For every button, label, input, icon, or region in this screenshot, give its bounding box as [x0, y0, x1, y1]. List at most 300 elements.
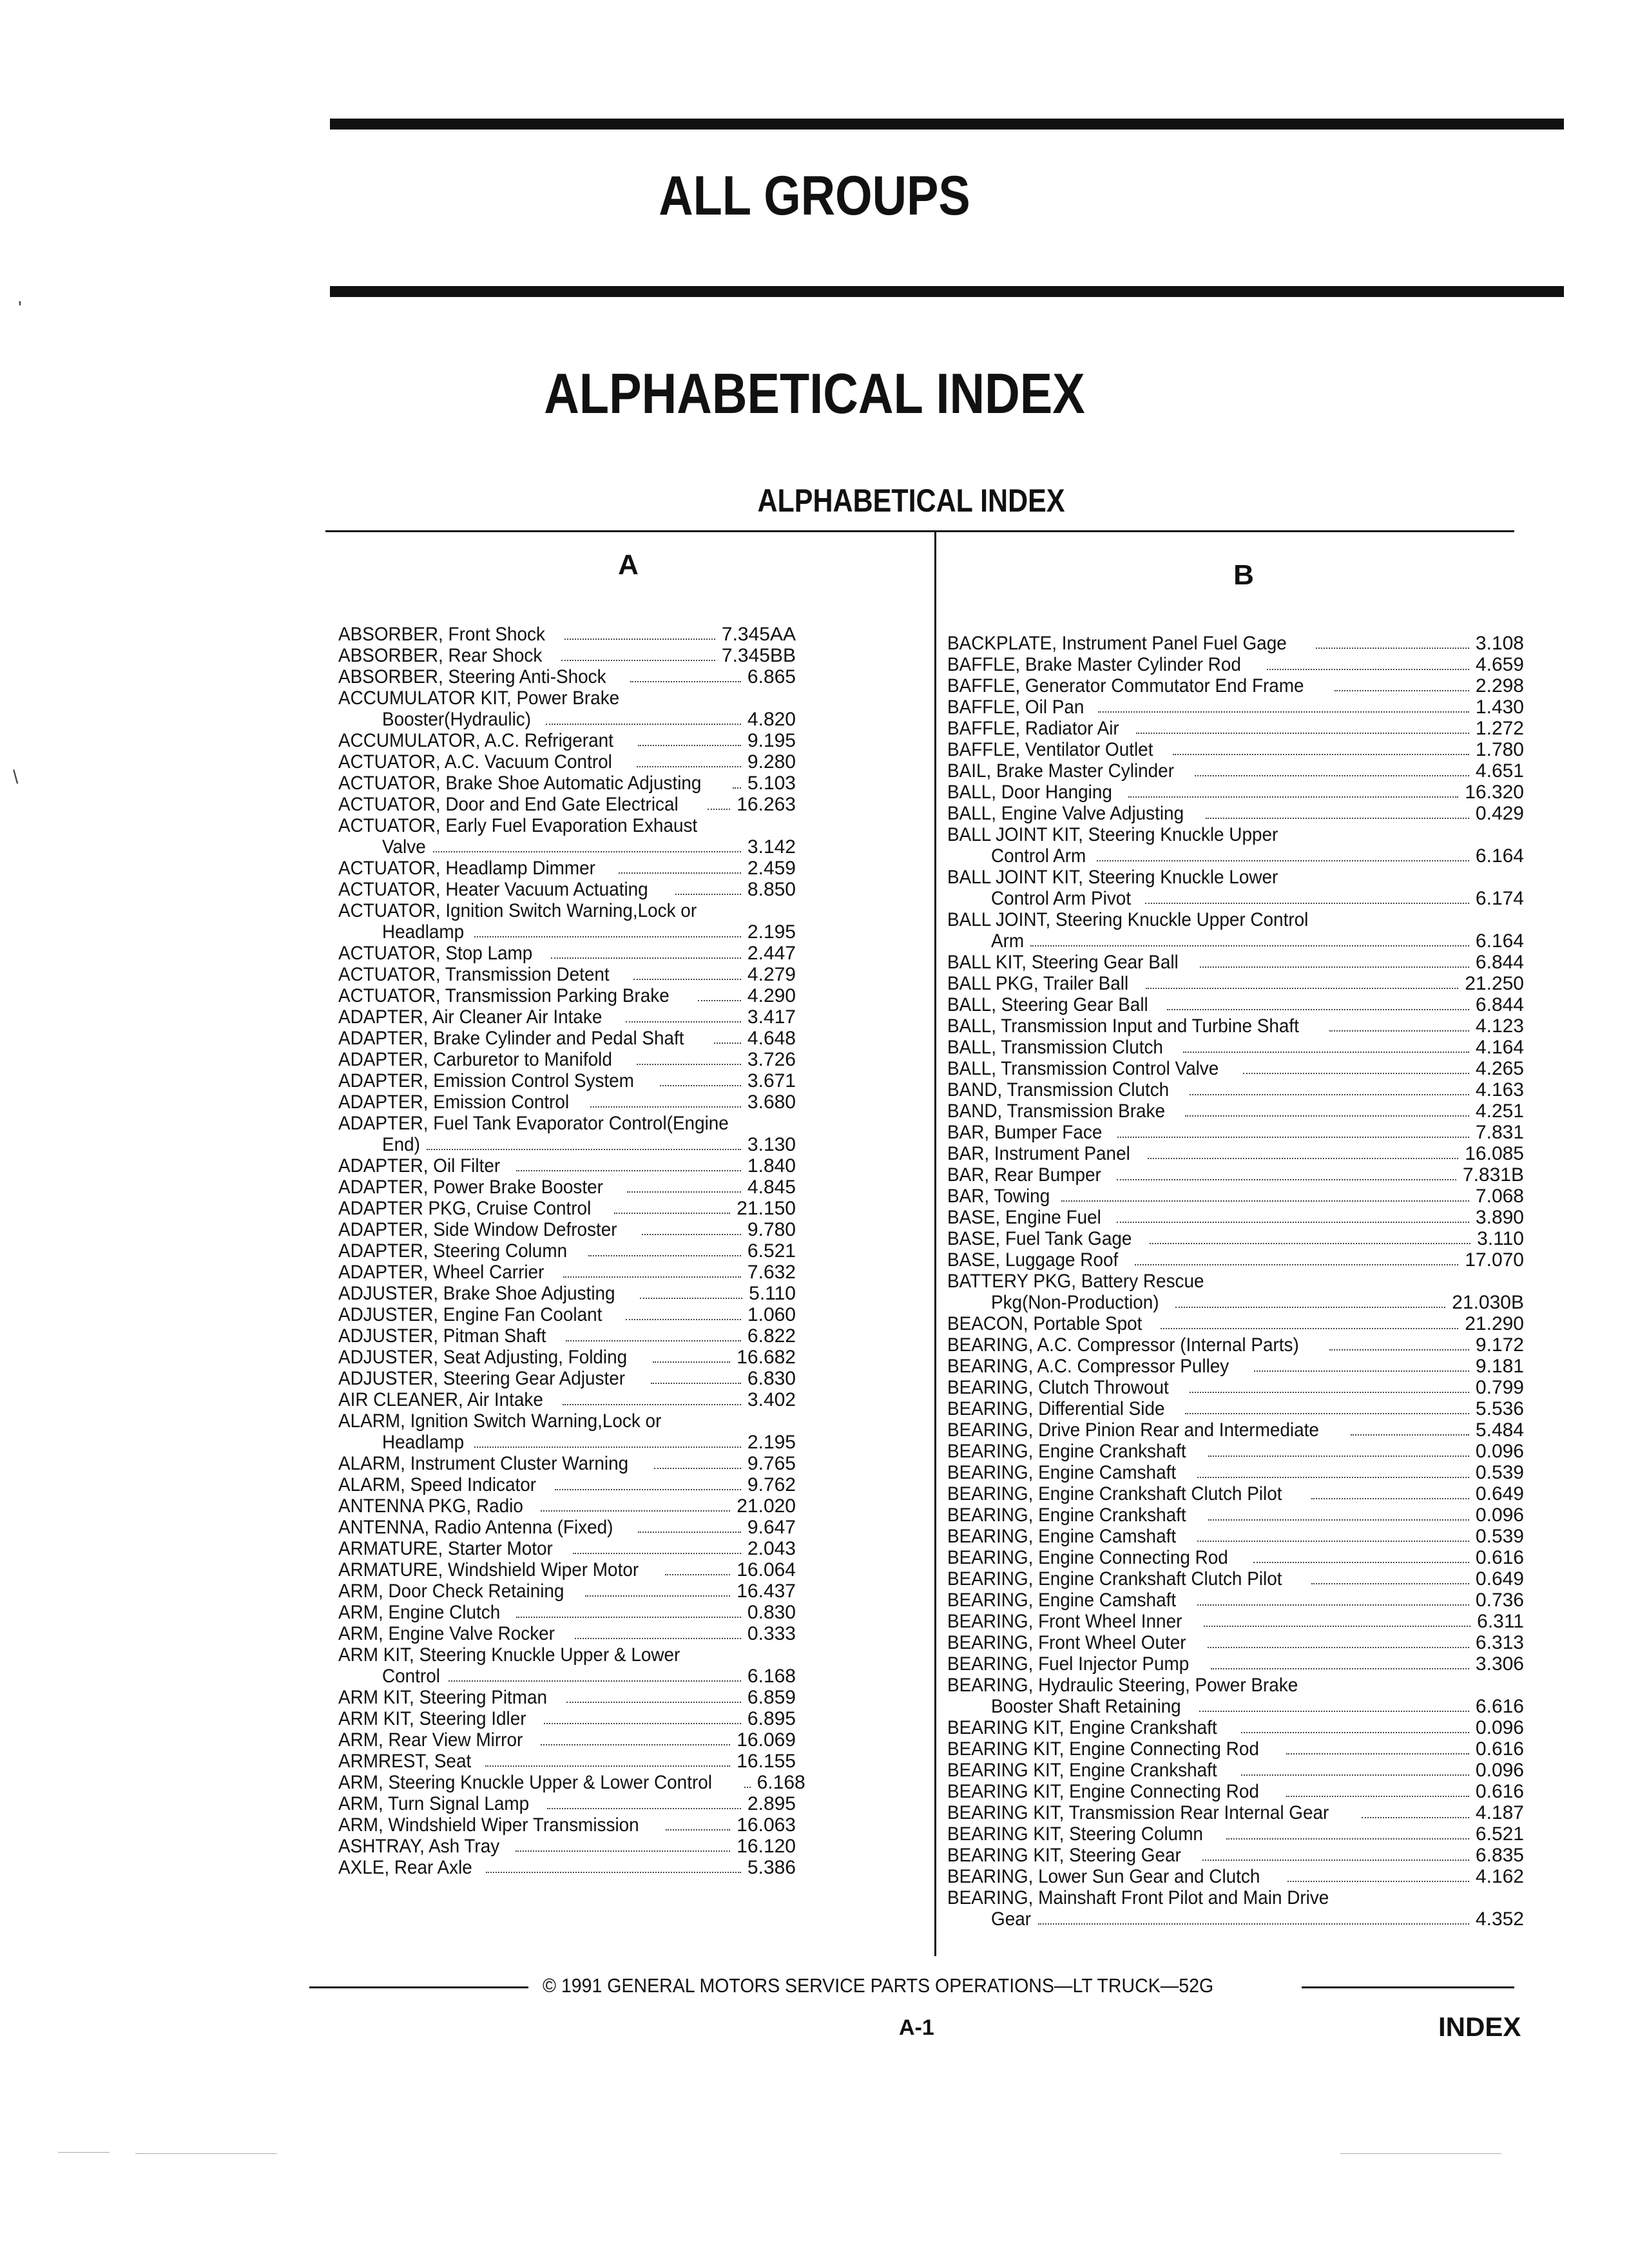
index-entry	[338, 1113, 796, 1155]
entry-page: 0.830	[747, 1602, 796, 1623]
dot-leader	[1098, 711, 1469, 713]
entry-page: 4.251	[1475, 1100, 1524, 1122]
entry-name: ARM, Turn Signal Lamp	[338, 1793, 530, 1814]
index-entry	[947, 1823, 1524, 1845]
dot-leader	[1211, 1668, 1469, 1669]
index-entry	[338, 1177, 796, 1198]
entry-page: 1.430	[1475, 697, 1524, 718]
entry-name: ACTUATOR, Brake Shoe Automatic Adjusting	[338, 773, 702, 794]
entry-page: 7.345AA	[721, 624, 796, 645]
entry-page: 6.168	[747, 1666, 796, 1687]
index-entry	[947, 1334, 1524, 1356]
dot-leader	[1254, 1370, 1469, 1372]
entry-name: BALL JOINT KIT, Steering Knuckle Upper	[947, 824, 1278, 845]
entry-page: 3.417	[747, 1006, 796, 1028]
index-entry	[947, 675, 1524, 697]
entry-page: 4.123	[1475, 1015, 1524, 1037]
dot-leader	[1128, 796, 1458, 798]
dot-leader	[1173, 754, 1469, 755]
entry-page: 2.298	[1475, 675, 1524, 697]
entry-name: ACTUATOR, A.C. Vacuum Control	[338, 751, 612, 773]
dot-leader	[516, 1850, 730, 1852]
dot-leader	[1148, 1158, 1458, 1159]
dot-leader	[1202, 1860, 1469, 1861]
entry-name: ANTENNA, Radio Antenna (Fixed)	[338, 1517, 613, 1538]
entry-name: ANTENNA PKG, Radio	[338, 1495, 523, 1517]
dot-leader	[1208, 1456, 1469, 1457]
dot-leader	[546, 724, 741, 725]
index-entry	[338, 645, 796, 666]
margin-mark: '	[18, 298, 22, 319]
index-entry	[338, 1070, 796, 1091]
index-entry	[338, 879, 796, 900]
entry-page: 0.616	[1475, 1738, 1524, 1760]
entry-name-continuation: Headlamp	[382, 1432, 465, 1453]
entry-name: ADAPTER, Emission Control System	[338, 1070, 634, 1091]
entry-name: ARM KIT, Steering Knuckle Upper & Lower	[338, 1644, 680, 1666]
entry-page: 0.429	[1475, 803, 1524, 824]
index-entry	[947, 1568, 1524, 1590]
index-entry	[338, 773, 796, 794]
index-entry	[947, 1100, 1524, 1122]
index-entry	[338, 1644, 796, 1687]
index-entry	[947, 739, 1524, 760]
entry-name: ARM, Engine Valve Rocker	[338, 1623, 555, 1644]
entry-page: 6.174	[1475, 888, 1524, 909]
index-title: ALPHABETICAL INDEX	[544, 361, 1085, 425]
dot-leader	[1117, 1222, 1469, 1223]
entry-page: 3.726	[747, 1049, 796, 1070]
index-entry	[338, 1091, 796, 1113]
entry-name: BACKPLATE, Instrument Panel Fuel Gage	[947, 633, 1287, 654]
index-entry	[338, 900, 796, 943]
index-entry	[947, 1504, 1524, 1526]
entry-name: ACCUMULATOR KIT, Power Brake	[338, 687, 620, 709]
dot-leader	[614, 1213, 730, 1214]
title-rule	[330, 286, 1564, 297]
entry-page: 0.096	[1475, 1441, 1524, 1462]
entry-page: 9.172	[1475, 1334, 1524, 1356]
dot-leader	[575, 1638, 741, 1639]
dot-leader	[619, 872, 741, 874]
entry-page: 4.651	[1475, 760, 1524, 782]
entry-page: 4.659	[1475, 654, 1524, 675]
dot-leader	[1161, 1328, 1458, 1329]
entry-name: ADAPTER, Fuel Tank Evaporator Control(Engine	[338, 1113, 729, 1134]
entry-page: 4.163	[1475, 1079, 1524, 1100]
dot-leader	[561, 660, 715, 661]
entry-page: 3.108	[1475, 633, 1524, 654]
entry-page: 21.030B	[1452, 1292, 1524, 1313]
dot-leader	[1362, 1817, 1469, 1818]
entry-page: 16.069	[737, 1729, 796, 1751]
index-entry	[947, 1058, 1524, 1079]
entry-name: ADAPTER, Oil Filter	[338, 1155, 501, 1177]
entry-name-continuation: Control Arm	[991, 845, 1086, 867]
dot-leader	[698, 1000, 741, 1001]
index-entry	[947, 1122, 1524, 1143]
index-entry	[947, 952, 1524, 973]
entry-page: 8.850	[747, 879, 796, 900]
dot-leader	[1030, 945, 1469, 947]
entry-name: BEARING KIT, Steering Column	[947, 1823, 1203, 1845]
dot-leader	[544, 1723, 740, 1724]
entry-name: BEARING, Engine Camshaft	[947, 1590, 1177, 1611]
index-entry	[947, 1037, 1524, 1058]
entry-page: 6.168	[757, 1772, 805, 1793]
dot-leader	[485, 1765, 731, 1767]
dot-leader	[1329, 1349, 1469, 1350]
index-entry	[947, 1207, 1524, 1228]
entry-page: 21.150	[737, 1198, 796, 1219]
entry-page: 5.484	[1475, 1419, 1524, 1441]
entry-name: ADAPTER, Brake Cylinder and Pedal Shaft	[338, 1028, 684, 1049]
entry-name: ARM KIT, Steering Idler	[338, 1708, 526, 1729]
entry-page: 3.306	[1475, 1653, 1524, 1675]
index-entry	[338, 1857, 796, 1878]
dot-leader	[630, 681, 741, 682]
index-entry	[947, 1781, 1524, 1802]
index-entry	[947, 1271, 1524, 1313]
entry-name: ALARM, Ignition Switch Warning,Lock or	[338, 1410, 662, 1432]
entry-page: 4.352	[1475, 1908, 1524, 1930]
entry-name-continuation: Arm	[991, 930, 1025, 952]
entry-page: 21.290	[1465, 1313, 1524, 1334]
section-label: INDEX	[1438, 2012, 1521, 2042]
dot-leader	[474, 1446, 741, 1448]
entry-page: 2.195	[747, 921, 796, 943]
entry-name-continuation: Valve	[382, 836, 426, 858]
footer-rule-right	[1302, 1986, 1514, 1988]
index-entry	[338, 815, 796, 858]
dot-leader	[555, 1489, 741, 1490]
entry-page: 5.103	[747, 773, 796, 794]
dot-leader	[1150, 1243, 1470, 1244]
entry-name: ACCUMULATOR, A.C. Refrigerant	[338, 730, 613, 751]
entry-page: 17.070	[1465, 1249, 1524, 1271]
entry-page: 16.120	[737, 1836, 796, 1857]
scan-smudge	[135, 2153, 277, 2154]
entry-name: BAFFLE, Ventilator Outlet	[947, 739, 1153, 760]
entry-name: ACTUATOR, Stop Lamp	[338, 943, 533, 964]
index-entry	[947, 1356, 1524, 1377]
dot-leader	[1190, 1392, 1469, 1393]
entry-name: ADAPTER, Steering Column	[338, 1240, 568, 1262]
entry-name: ARM KIT, Steering Pitman	[338, 1687, 548, 1708]
dot-leader	[1117, 1137, 1469, 1138]
dot-leader	[1253, 1562, 1469, 1563]
index-entry	[947, 1632, 1524, 1653]
dot-leader	[1287, 1881, 1469, 1882]
dot-leader	[1146, 988, 1458, 989]
index-entry	[338, 1049, 796, 1070]
entry-name: BAR, Towing	[947, 1186, 1050, 1207]
entry-page: 9.181	[1475, 1356, 1524, 1377]
dot-leader	[427, 1149, 741, 1150]
entry-name: ARM, Windshield Wiper Transmission	[338, 1814, 639, 1836]
index-entry	[338, 730, 796, 751]
entry-name: BALL KIT, Steering Gear Ball	[947, 952, 1179, 973]
entry-page: 9.780	[747, 1219, 796, 1240]
index-entry	[338, 1262, 796, 1283]
entry-page: 6.844	[1475, 952, 1524, 973]
index-entry	[947, 1653, 1524, 1675]
footer-rule-left	[309, 1986, 528, 1988]
entry-name: BEARING, Drive Pinion Rear and Intermediate	[947, 1419, 1319, 1441]
index-entry	[947, 654, 1524, 675]
index-entry	[338, 1517, 796, 1538]
entry-name: BEARING, Engine Crankshaft Clutch Pilot	[947, 1483, 1282, 1504]
index-entry	[947, 1802, 1524, 1823]
dot-leader	[516, 1170, 741, 1171]
margin-mark: \	[13, 767, 19, 788]
entry-page: 4.162	[1475, 1866, 1524, 1887]
entry-page: 0.616	[1475, 1781, 1524, 1802]
entry-page: 9.762	[747, 1474, 796, 1495]
entry-name: ACTUATOR, Headlamp Dimmer	[338, 858, 595, 879]
dot-leader	[744, 1787, 751, 1788]
index-column-b	[947, 633, 1524, 1930]
dot-leader	[1117, 1179, 1456, 1180]
dot-leader	[474, 936, 741, 937]
entry-name: ALARM, Speed Indicator	[338, 1474, 537, 1495]
dot-leader	[714, 1043, 741, 1044]
entry-name-continuation: Gear	[991, 1908, 1032, 1930]
entry-name: BEACON, Portable Spot	[947, 1313, 1142, 1334]
entry-name: BAFFLE, Generator Commutator End Frame	[947, 675, 1304, 697]
dot-leader	[486, 1872, 740, 1873]
entry-name-continuation: End)	[382, 1134, 420, 1155]
scan-smudge	[58, 2152, 110, 2153]
entry-page: 7.068	[1475, 1186, 1524, 1207]
entry-name: BALL, Transmission Input and Turbine Shaft	[947, 1015, 1299, 1037]
entry-name: BALL, Door Hanging	[947, 782, 1112, 803]
dot-leader	[633, 979, 741, 980]
entry-name: BALL, Steering Gear Ball	[947, 994, 1148, 1015]
entry-name: BAR, Instrument Panel	[947, 1143, 1130, 1164]
entry-name: ADAPTER, Power Brake Booster	[338, 1177, 603, 1198]
entry-page: 4.820	[747, 709, 796, 730]
entry-page: 6.859	[747, 1687, 796, 1708]
index-entry	[947, 867, 1524, 909]
index-entry	[947, 782, 1524, 803]
entry-page: 0.736	[1475, 1590, 1524, 1611]
index-entry	[947, 1483, 1524, 1504]
entry-page: 0.649	[1475, 1483, 1524, 1504]
index-entry	[338, 794, 796, 815]
dot-leader	[1097, 860, 1469, 861]
entry-page: 6.616	[1475, 1696, 1524, 1717]
entry-name: ACTUATOR, Transmission Parking Brake	[338, 985, 670, 1006]
entry-page: 9.280	[747, 751, 796, 773]
dot-leader	[1175, 1307, 1445, 1308]
dot-leader	[564, 639, 715, 640]
dot-leader	[1167, 1009, 1469, 1010]
index-entry	[947, 1419, 1524, 1441]
entry-name: BEARING, Engine Crankshaft Clutch Pilot	[947, 1568, 1282, 1590]
dot-leader	[566, 1340, 741, 1341]
index-column-a	[338, 624, 805, 1878]
entry-name: BEARING, Front Wheel Outer	[947, 1632, 1186, 1653]
dot-leader	[1185, 1115, 1469, 1117]
entry-name: ACTUATOR, Transmission Detent	[338, 964, 610, 985]
index-entry	[947, 803, 1524, 824]
dot-leader	[665, 1574, 730, 1575]
entry-name: BEARING, Fuel Injector Pump	[947, 1653, 1190, 1675]
entry-page: 21.250	[1465, 973, 1524, 994]
entry-name: ADJUSTER, Brake Shoe Adjusting	[338, 1283, 615, 1304]
dot-leader	[1190, 1094, 1469, 1095]
entry-name: BASE, Fuel Tank Gage	[947, 1228, 1132, 1249]
index-entry	[947, 718, 1524, 739]
index-entry	[338, 943, 796, 964]
entry-page: 3.142	[747, 836, 796, 858]
entry-page: 2.447	[747, 943, 796, 964]
entry-page: 16.155	[737, 1751, 796, 1772]
entry-page: 16.085	[1465, 1143, 1524, 1164]
entry-name: AIR CLEANER, Air Intake	[338, 1389, 543, 1410]
entry-name-continuation: Pkg(Non-Production)	[991, 1292, 1159, 1313]
entry-name: ADAPTER, Air Cleaner Air Intake	[338, 1006, 602, 1028]
entry-name: BEARING KIT, Engine Crankshaft	[947, 1717, 1217, 1738]
entry-page: 4.265	[1475, 1058, 1524, 1079]
dot-leader	[541, 1510, 730, 1512]
section-rule	[325, 530, 1514, 532]
index-entry	[338, 1814, 796, 1836]
entry-name: ARM, Door Check Retaining	[338, 1581, 564, 1602]
index-entry	[947, 1760, 1524, 1781]
index-entry	[338, 858, 796, 879]
entry-name: BEARING KIT, Engine Connecting Rod	[947, 1781, 1259, 1802]
index-entry	[338, 1538, 796, 1559]
entry-page: 1.840	[747, 1155, 796, 1177]
index-entry	[338, 1219, 796, 1240]
index-entry	[947, 973, 1524, 994]
index-entry	[947, 1866, 1524, 1887]
entry-page: 6.822	[747, 1325, 796, 1347]
entry-name-continuation: Booster Shaft Retaining	[991, 1696, 1181, 1717]
entry-name: ADJUSTER, Pitman Shaft	[338, 1325, 546, 1347]
entry-page: 0.649	[1475, 1568, 1524, 1590]
index-entry	[338, 751, 796, 773]
entry-name: ABSORBER, Front Shock	[338, 624, 545, 645]
entry-page: 6.521	[747, 1240, 796, 1262]
entry-page: 4.290	[747, 985, 796, 1006]
index-entry	[947, 1441, 1524, 1462]
index-entry	[947, 1547, 1524, 1568]
dot-leader	[638, 1532, 741, 1533]
dot-leader	[1197, 1541, 1469, 1542]
entry-name: ABSORBER, Steering Anti-Shock	[338, 666, 606, 687]
entry-name-continuation: Control Arm Pivot	[991, 888, 1132, 909]
entry-name: ACTUATOR, Heater Vacuum Actuating	[338, 879, 648, 900]
dot-leader	[551, 957, 741, 959]
index-entry	[338, 1751, 796, 1772]
column-letter-a: A	[618, 549, 639, 581]
entry-name: ASHTRAY, Ash Tray	[338, 1836, 500, 1857]
entry-name: ACTUATOR, Door and End Gate Electrical	[338, 794, 679, 815]
entry-name: ADJUSTER, Engine Fan Coolant	[338, 1304, 602, 1325]
entry-name: ARM, Engine Clutch	[338, 1602, 501, 1623]
entry-page: 3.402	[747, 1389, 796, 1410]
index-entry	[947, 1462, 1524, 1483]
entry-name: AXLE, Rear Axle	[338, 1857, 472, 1878]
entry-name: BAR, Rear Bumper	[947, 1164, 1101, 1186]
dot-leader	[626, 1319, 741, 1320]
dot-leader	[1136, 733, 1469, 734]
dot-leader	[1351, 1434, 1469, 1436]
dot-leader	[1199, 1711, 1469, 1712]
entry-page: 5.386	[747, 1857, 796, 1878]
entry-page: 9.647	[747, 1517, 796, 1538]
entry-name: ARMATURE, Starter Motor	[338, 1538, 553, 1559]
entry-name: ADAPTER PKG, Cruise Control	[338, 1198, 592, 1219]
index-entry	[338, 1389, 796, 1410]
entry-page: 6.521	[1475, 1823, 1524, 1845]
index-entry	[947, 1887, 1524, 1930]
entry-name: BASE, Engine Fuel	[947, 1207, 1101, 1228]
dot-leader	[1038, 1923, 1469, 1925]
entry-page: 21.020	[737, 1495, 796, 1517]
dot-leader	[1311, 1583, 1469, 1584]
entry-name: ABSORBER, Rear Shock	[338, 645, 543, 666]
entry-page: 2.043	[747, 1538, 796, 1559]
entry-page: 6.164	[1475, 845, 1524, 867]
entry-name: BEARING, Engine Crankshaft	[947, 1504, 1186, 1526]
entry-name: BEARING KIT, Engine Connecting Rod	[947, 1738, 1259, 1760]
entry-name: ARMREST, Seat	[338, 1751, 472, 1772]
dot-leader	[433, 851, 741, 852]
index-entry	[338, 1198, 796, 1219]
dot-leader	[1226, 1838, 1469, 1840]
index-entry	[338, 1453, 796, 1474]
index-entry	[947, 1164, 1524, 1186]
entry-name: BATTERY PKG, Battery Rescue	[947, 1271, 1204, 1292]
entry-page: 2.895	[747, 1793, 796, 1814]
dot-leader	[1329, 1030, 1469, 1032]
entry-name: BEARING KIT, Steering Gear	[947, 1845, 1181, 1866]
index-entry	[338, 624, 796, 645]
entry-name: ALARM, Instrument Cluster Warning	[338, 1453, 629, 1474]
entry-page: 4.187	[1475, 1802, 1524, 1823]
entry-page: 6.164	[1475, 930, 1524, 952]
dot-leader	[1185, 1413, 1469, 1414]
entry-name: BEARING KIT, Transmission Rear Internal Gear	[947, 1802, 1329, 1823]
index-entry	[338, 1155, 796, 1177]
entry-name: BEARING, Mainshaft Front Pilot and Main Drive	[947, 1887, 1329, 1908]
entry-page: 6.830	[747, 1368, 796, 1389]
entry-page: 5.536	[1475, 1398, 1524, 1419]
scan-smudge	[1340, 2153, 1501, 2154]
index-entry	[338, 1240, 796, 1262]
entry-page: 0.096	[1475, 1760, 1524, 1781]
dot-leader	[590, 1106, 741, 1108]
index-entry	[338, 1028, 796, 1049]
entry-name: ADAPTER, Carburetor to Manifold	[338, 1049, 612, 1070]
entry-page: 3.671	[747, 1070, 796, 1091]
dot-leader	[1241, 1732, 1469, 1733]
section-title: ALPHABETICAL INDEX	[757, 483, 1065, 519]
index-entry	[338, 687, 796, 730]
index-entry	[338, 1495, 796, 1517]
entry-name: BEARING, Hydraulic Steering, Power Brake	[947, 1675, 1298, 1696]
dot-leader	[1197, 1477, 1469, 1478]
entry-page: 16.437	[737, 1581, 796, 1602]
dot-leader	[588, 1255, 741, 1256]
entry-name: BALL, Transmission Control Valve	[947, 1058, 1219, 1079]
dot-leader	[1204, 1626, 1470, 1627]
dot-leader	[1206, 818, 1469, 819]
